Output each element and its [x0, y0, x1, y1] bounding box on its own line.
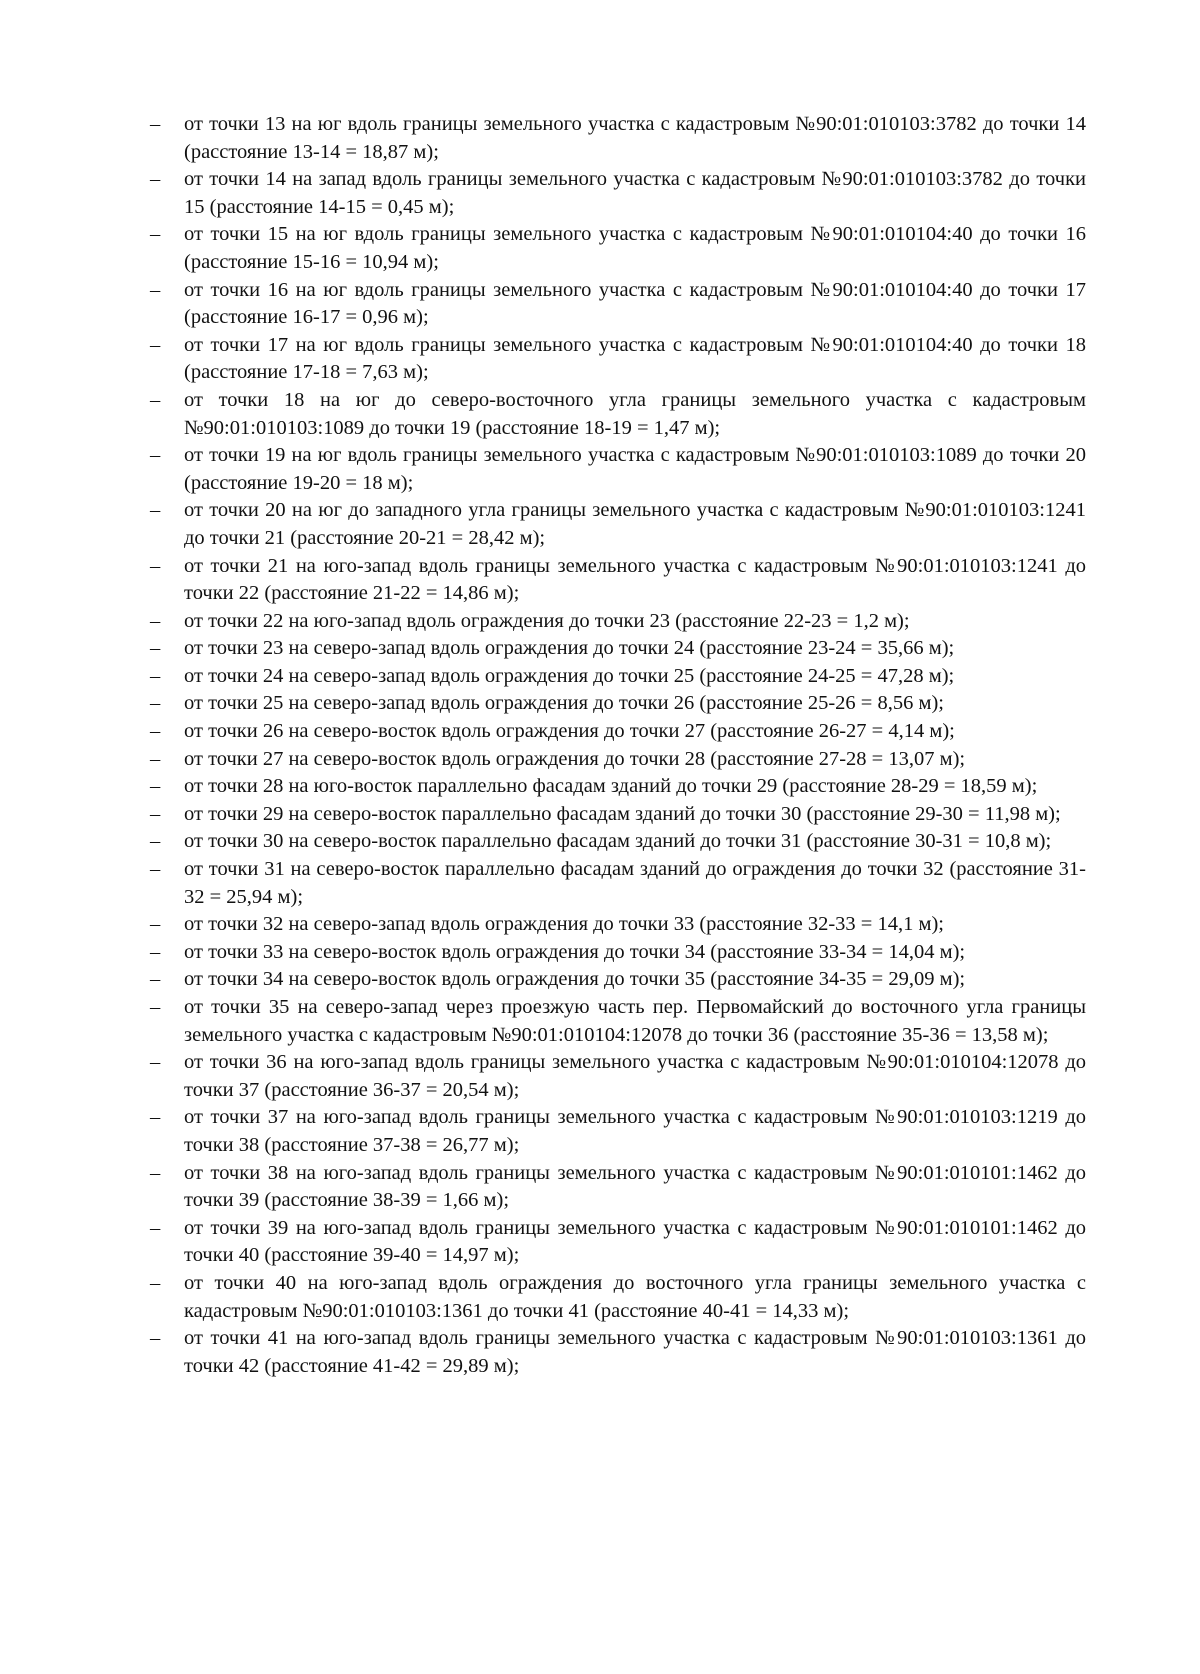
list-item-text: от точки 31 на северо-восток параллельно фасадам зданий до ограждения до точки 32 (расстояние 31-32 = 25,94 м);: [184, 858, 1086, 908]
list-dash: –: [150, 554, 161, 577]
list-item-text: от точки 34 на северо-восток вдоль ограждения до точки 35 (расстояние 34-35 = 29,09 м);: [184, 968, 966, 991]
list-item: [150, 773, 1086, 801]
list-item-text: от точки 26 на северо-восток вдоль ограждения до точки 27 (расстояние 26-27 = 4,14 м);: [184, 720, 955, 743]
list-dash: –: [150, 223, 161, 246]
list-item-text: от точки 16 на юг вдоль границы земельного участка с кадастровым №90:01:010104:40 до точки 17 (расстояние 16-17 = 0,96 м);: [184, 278, 1086, 329]
list-dash: –: [150, 664, 161, 687]
list-dash: –: [150, 333, 161, 356]
list-item: [150, 1049, 1086, 1104]
list-item-text: от точки 18 на юг до северо-восточного угла границы земельного участка с кадастровым №90:01:010103:1089 до точки 19 (расстояние 18-19 = 1,47 м);: [184, 388, 1086, 439]
list-item: [150, 801, 1086, 829]
list-item-text: от точки 30 на северо-восток параллельно фасадам зданий до точки 31 (расстояние 30-31 = 10,8 м);: [184, 830, 1052, 853]
list-item: [150, 221, 1086, 276]
list-item: [150, 608, 1086, 636]
list-item: [150, 856, 1086, 911]
list-dash: –: [150, 168, 161, 191]
list-dash: –: [150, 968, 161, 991]
list-item: [150, 635, 1086, 663]
list-item: [150, 1270, 1086, 1325]
list-item-text: от точки 20 на юг до западного угла границы земельного участка с кадастровым №90:01:010103:1241 до точки 21 (расстояние 20-21 = 28,42 м);: [184, 499, 1086, 549]
list-item: [150, 497, 1086, 552]
list-dash: –: [150, 940, 161, 963]
list-dash: –: [150, 637, 161, 660]
list-dash: –: [150, 1106, 161, 1129]
list-dash: –: [150, 802, 161, 825]
list-item-text: от точки 40 на юго-запад вдоль ограждения до восточного угла границы земельного участка с кадастровым №90:01:010103:1361 до точки 41 (расстояние 40-41 = 14,33 м);: [184, 1271, 1086, 1322]
list-item: [150, 442, 1086, 497]
list-item: [150, 1160, 1086, 1215]
list-item-text: от точки 22 на юго-запад вдоль ограждения до точки 23 (расстояние 22-23 = 1,2 м);: [184, 609, 910, 632]
list-item-text: от точки 35 на северо-запад через проезжую часть пер. Первомайский до восточного угла границы земельного участка с кадастровым №90:01:010104:12078 до точки 36 (расстояние 35-36 = 13,58 м);: [184, 996, 1086, 1046]
list-item-text: от точки 13 на юг вдоль границы земельного участка с кадастровым №90:01:010103:3782 до точки 14 (расстояние 13-14 = 18,87 м);: [184, 113, 1086, 163]
list-dash: –: [150, 278, 161, 301]
list-item: [150, 1325, 1086, 1380]
list-item: [150, 111, 1086, 166]
list-item: [150, 166, 1086, 221]
list-item-text: от точки 36 на юго-запад вдоль границы земельного участка с кадастровым №90:01:010104:12078 до точки 37 (расстояние 36-37 = 20,54 м);: [184, 1051, 1086, 1101]
list-item-text: от точки 39 на юго-запад вдоль границы земельного участка с кадастровым №90:01:010101:1462 до точки 40 (расстояние 39-40 = 14,97 м);: [184, 1216, 1086, 1267]
list-item: [150, 387, 1086, 442]
list-item-text: от точки 33 на северо-восток вдоль ограждения до точки 34 (расстояние 33-34 = 14,04 м);: [184, 940, 966, 963]
list-item: [150, 690, 1086, 718]
list-dash: –: [150, 113, 161, 135]
list-dash: –: [150, 444, 161, 467]
list-dash: –: [150, 388, 161, 411]
list-item: [150, 1104, 1086, 1159]
list-item: [150, 939, 1086, 967]
list-item-text: от точки 25 на северо-запад вдоль ограждения до точки 26 (расстояние 25-26 = 8,56 м);: [184, 692, 944, 715]
list-dash: –: [150, 1216, 161, 1239]
list-item: [150, 746, 1086, 774]
list-dash: –: [150, 996, 161, 1018]
list-item-text: от точки 24 на северо-запад вдоль ограждения до точки 25 (расстояние 24-25 = 47,28 м);: [184, 664, 955, 687]
list-dash: –: [150, 1271, 161, 1294]
list-item-text: от точки 14 на запад вдоль границы земельного участка с кадастровым №90:01:010103:3782 до точки 15 (расстояние 14-15 = 0,45 м);: [184, 168, 1086, 218]
list-item: [150, 828, 1086, 856]
list-dash: –: [150, 858, 161, 881]
list-item: [150, 966, 1086, 994]
list-item-text: от точки 38 на юго-запад вдоль границы земельного участка с кадастровым №90:01:010101:1462 до точки 39 (расстояние 38-39 = 1,66 м);: [184, 1161, 1086, 1212]
list-item: [150, 553, 1086, 608]
list-item-text: от точки 41 на юго-запад вдоль границы земельного участка с кадастровым №90:01:010103:1361 до точки 42 (расстояние 41-42 = 29,89 м);: [184, 1327, 1086, 1377]
list-item-text: от точки 23 на северо-запад вдоль ограждения до точки 24 (расстояние 23-24 = 35,66 м);: [184, 637, 955, 660]
list-item-text: от точки 29 на северо-восток параллельно фасадам зданий до точки 30 (расстояние 29-30 = 11,98 м);: [184, 802, 1061, 825]
list-item-text: от точки 19 на юг вдоль границы земельного участка с кадастровым №90:01:010103:1089 до точки 20 (расстояние 19-20 = 18 м);: [184, 444, 1086, 494]
list-item-text: от точки 37 на юго-запад вдоль границы земельного участка с кадастровым №90:01:010103:1219 до точки 38 (расстояние 37-38 = 26,77 м);: [184, 1106, 1086, 1156]
list-dash: –: [150, 609, 161, 632]
list-dash: –: [150, 720, 161, 743]
list-item: [150, 1215, 1086, 1270]
list-dash: –: [150, 913, 161, 936]
list-item: [150, 911, 1086, 939]
list-dash: –: [150, 1051, 161, 1074]
list-item-text: от точки 17 на юг вдоль границы земельного участка с кадастровым №90:01:010104:40 до точки 18 (расстояние 17-18 = 7,63 м);: [184, 333, 1086, 384]
list-item-text: от точки 32 на северо-запад вдоль ограждения до точки 33 (расстояние 32-33 = 14,1 м);: [184, 913, 944, 936]
list-dash: –: [150, 1327, 161, 1350]
list-item: [150, 663, 1086, 691]
list-dash: –: [150, 499, 161, 522]
list-item: [150, 332, 1086, 387]
list-dash: –: [150, 747, 161, 770]
list-item-text: от точки 15 на юг вдоль границы земельного участка с кадастровым №90:01:010104:40 до точки 16 (расстояние 15-16 = 10,94 м);: [184, 223, 1086, 273]
list-dash: –: [150, 692, 161, 715]
list-item-text: от точки 21 на юго-запад вдоль границы земельного участка с кадастровым №90:01:010103:1241 до точки 22 (расстояние 21-22 = 14,86 м);: [184, 554, 1086, 605]
list-dash: –: [150, 775, 161, 798]
list-dash: –: [150, 1161, 161, 1184]
list-item: [150, 277, 1086, 332]
list-item-text: от точки 28 на юго-восток параллельно фасадам зданий до точки 29 (расстояние 28-29 = 18,59 м);: [184, 775, 1038, 798]
list-item: [150, 994, 1086, 1049]
list-dash: –: [150, 830, 161, 853]
list-item: [150, 718, 1086, 746]
list-item-text: от точки 27 на северо-восток вдоль ограждения до точки 28 (расстояние 27-28 = 13,07 м);: [184, 747, 966, 770]
boundary-description-list: [150, 111, 1086, 1380]
